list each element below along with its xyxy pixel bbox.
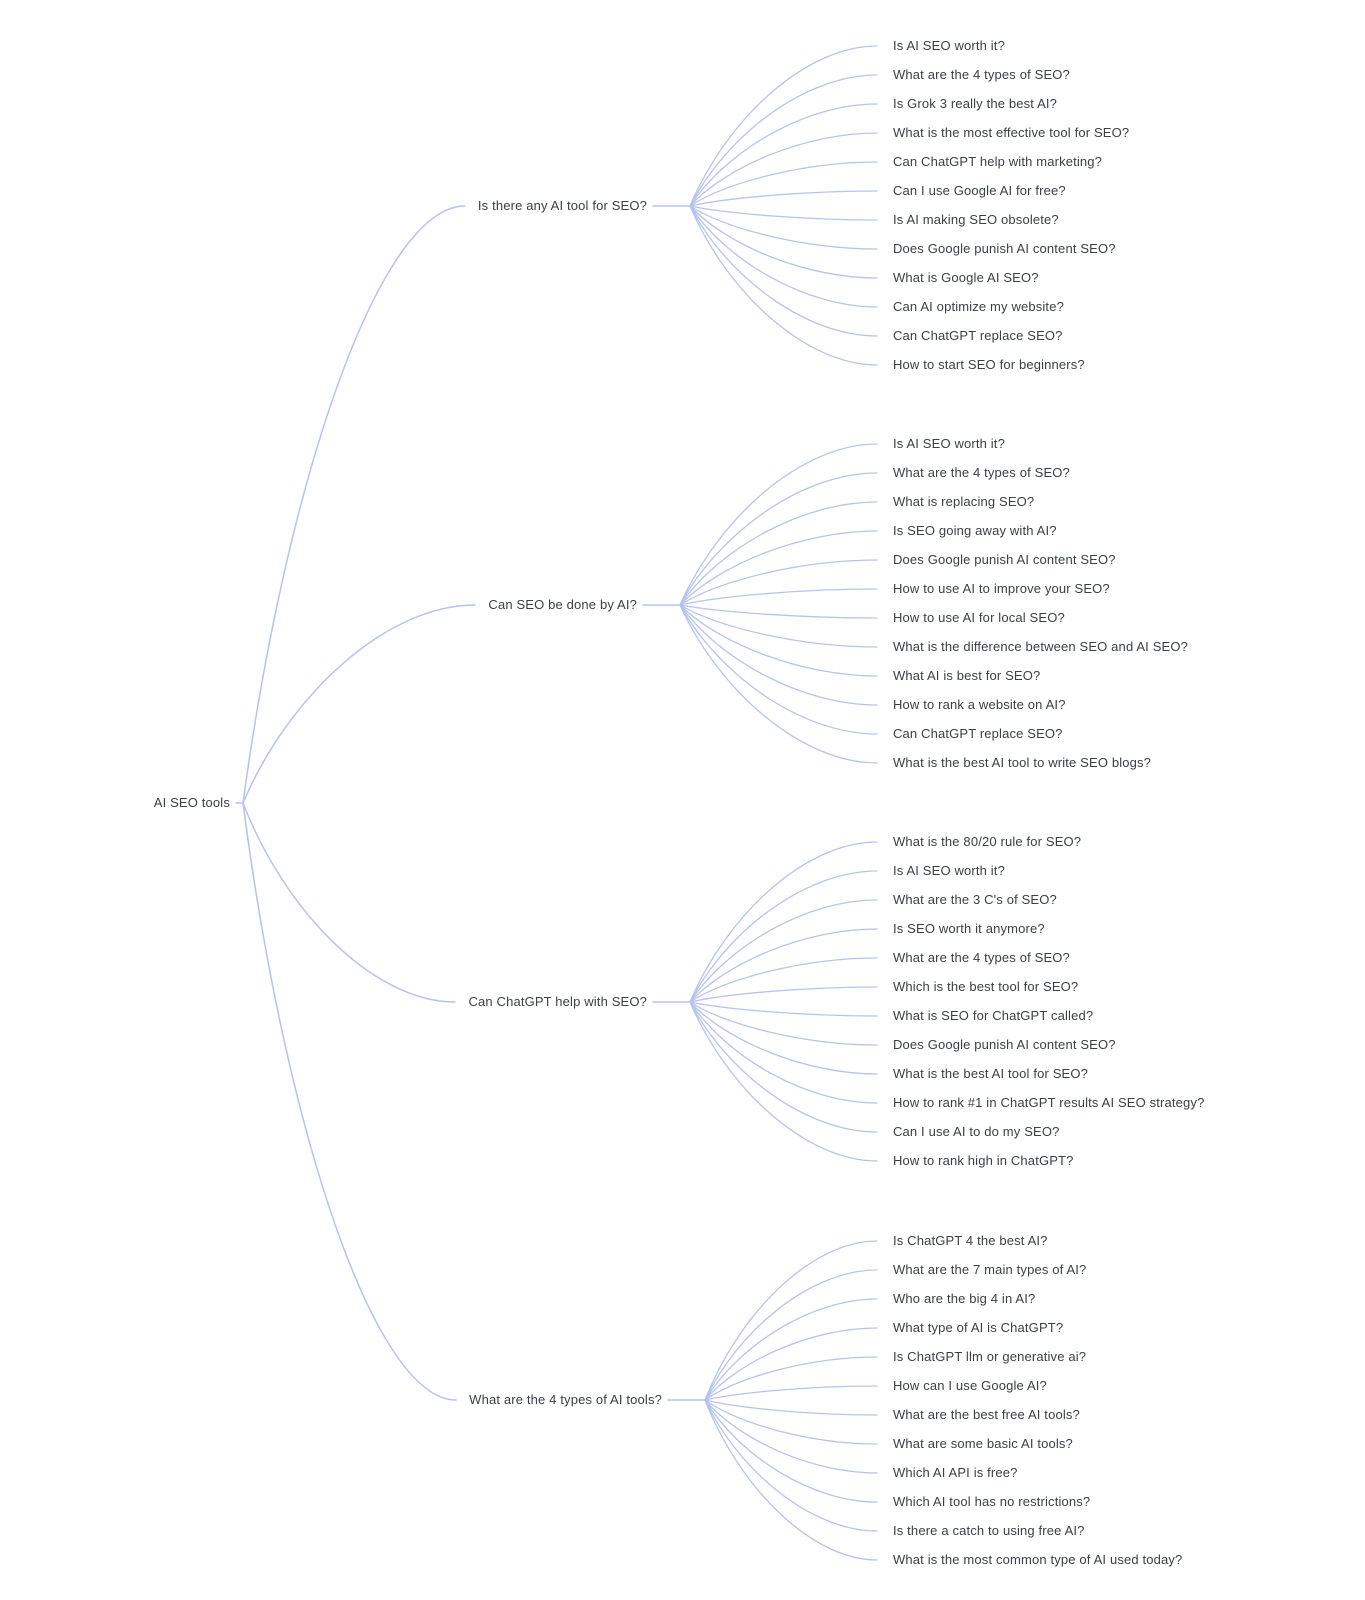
branch-node-label: What are the 4 types of AI tools? [469, 1392, 662, 1407]
leaf-node-label: Which AI tool has no restrictions? [893, 1494, 1091, 1509]
leaf-node-label: What is the best AI tool to write SEO blogs? [893, 755, 1152, 770]
leaf-node-label: How to rank a website on AI? [893, 697, 1066, 712]
leaf-node-label: Which AI API is free? [893, 1465, 1018, 1480]
leaf-node-label: Can ChatGPT replace SEO? [893, 328, 1063, 343]
link-curve [690, 206, 877, 220]
root-node-label: AI SEO tools [153, 795, 230, 810]
leaf-node-label: What type of AI is ChatGPT? [893, 1320, 1064, 1335]
leaf-node-label: How can I use Google AI? [893, 1378, 1047, 1393]
leaf-node-label: Is AI SEO worth it? [893, 38, 1005, 53]
link-curve [680, 531, 877, 605]
leaf-node-label: Can ChatGPT help with marketing? [893, 154, 1103, 169]
leaf-node-label: What are some basic AI tools? [893, 1436, 1073, 1451]
link-curve [680, 605, 877, 647]
leaf-node-label: How to use AI to improve your SEO? [893, 581, 1110, 596]
link-curve [705, 1400, 877, 1415]
leaf-node-label: Who are the big 4 in AI? [893, 1291, 1036, 1306]
link-curve [705, 1400, 877, 1531]
link-curve [690, 871, 877, 1002]
leaf-node-label: What are the best free AI tools? [893, 1407, 1080, 1422]
leaf-node-label: Is AI making SEO obsolete? [893, 212, 1059, 227]
link-curve [690, 206, 877, 336]
leaf-node-label: Does Google punish AI content SEO? [893, 552, 1116, 567]
leaf-node-label: What is replacing SEO? [893, 494, 1035, 509]
leaf-node-label: Is AI SEO worth it? [893, 863, 1005, 878]
link-curve [690, 162, 877, 206]
link-curve [680, 473, 877, 605]
leaf-node-label: Which is the best tool for SEO? [893, 979, 1079, 994]
leaf-node-label: Does Google punish AI content SEO? [893, 1037, 1116, 1052]
leaf-node-label: What is the most common type of AI used today? [893, 1552, 1183, 1567]
leaf-node-label: What is the 80/20 rule for SEO? [893, 834, 1082, 849]
link-curve [680, 605, 877, 705]
link-curve [680, 605, 877, 618]
link-curve [690, 1002, 877, 1103]
leaf-node-label: What are the 3 C's of SEO? [893, 892, 1057, 907]
link-curve [705, 1386, 877, 1400]
link-curve [690, 987, 877, 1002]
link-curve [705, 1270, 877, 1400]
leaf-node-label: What is the most effective tool for SEO? [893, 125, 1130, 140]
leaf-node-label: What is the best AI tool for SEO? [893, 1066, 1088, 1081]
link-curve [690, 1002, 877, 1132]
leaf-node-label: Is AI SEO worth it? [893, 436, 1005, 451]
branch-node-label: Is there any AI tool for SEO? [477, 198, 647, 213]
leaf-node-label: Is there a catch to using free AI? [893, 1523, 1085, 1538]
link-curve [243, 605, 475, 803]
leaf-node-label: How to start SEO for beginners? [893, 357, 1085, 372]
link-curve [690, 958, 877, 1002]
leaf-node-label: How to rank high in ChatGPT? [893, 1153, 1074, 1168]
link-curve [243, 803, 456, 1400]
leaf-node-label: What are the 4 types of SEO? [893, 67, 1070, 82]
leaf-node-label: Does Google punish AI content SEO? [893, 241, 1116, 256]
leaf-node-label: Is ChatGPT 4 the best AI? [893, 1233, 1048, 1248]
leaf-node-label: Can ChatGPT replace SEO? [893, 726, 1063, 741]
link-curve [690, 75, 877, 206]
leaf-node-label: How to use AI for local SEO? [893, 610, 1065, 625]
leaf-node-label: How to rank #1 in ChatGPT results AI SEO strategy? [893, 1095, 1205, 1110]
leaf-node-label: What is SEO for ChatGPT called? [893, 1008, 1094, 1023]
link-curve [690, 1002, 877, 1016]
branch-node-label: Can ChatGPT help with SEO? [468, 994, 647, 1009]
branch-node-label: Can SEO be done by AI? [488, 597, 637, 612]
link-curve [705, 1357, 877, 1400]
leaf-node-label: Is SEO worth it anymore? [893, 921, 1045, 936]
leaf-node-label: Can I use AI to do my SEO? [893, 1124, 1060, 1139]
link-curve [705, 1400, 877, 1444]
link-curve [680, 605, 877, 734]
leaf-node-label: Is SEO going away with AI? [893, 523, 1057, 538]
leaf-node-label: Can AI optimize my website? [893, 299, 1064, 314]
leaf-node-label: What are the 4 types of SEO? [893, 465, 1070, 480]
leaf-node-label: What are the 4 types of SEO? [893, 950, 1070, 965]
leaf-node-label: Is ChatGPT llm or generative ai? [893, 1349, 1087, 1364]
link-curve [690, 1002, 877, 1045]
leaf-node-label: What is the difference between SEO and AI SEO? [893, 639, 1188, 654]
leaf-node-label: Is Grok 3 really the best AI? [893, 96, 1058, 111]
link-curve [243, 803, 455, 1002]
link-curve [243, 206, 465, 803]
leaf-node-label: What are the 7 main types of AI? [893, 1262, 1087, 1277]
link-curve [690, 191, 877, 206]
link-curve [680, 589, 877, 605]
leaf-node-label: What AI is best for SEO? [893, 668, 1041, 683]
leaf-node-label: What is Google AI SEO? [893, 270, 1039, 285]
leaf-node-label: Can I use Google AI for free? [893, 183, 1066, 198]
link-curve [690, 206, 877, 307]
link-curve [680, 560, 877, 605]
link-curve [690, 206, 877, 249]
